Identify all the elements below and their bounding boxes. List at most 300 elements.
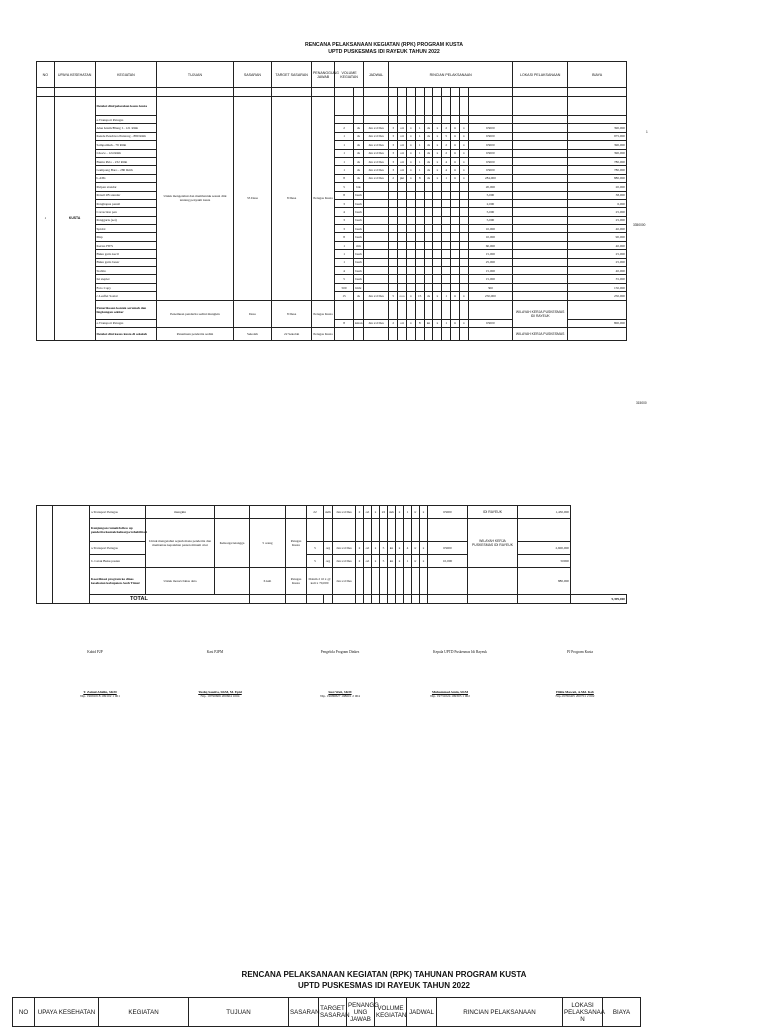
cell-rate: 250,000 (468, 292, 512, 300)
cell-volume: 5 (307, 555, 324, 568)
cell-biaya: 25,000 (568, 216, 627, 224)
cell-volume: 5 (307, 542, 324, 555)
cell-lokasi (513, 124, 568, 132)
cell-rincian: ori (398, 132, 407, 140)
cell-rincian (398, 258, 407, 266)
cell-rincian: x (406, 157, 415, 165)
cell-rincian: x (459, 157, 468, 165)
cell-empty (451, 327, 460, 340)
cell-rincian: x (420, 506, 428, 519)
cell-unit: ds (353, 157, 363, 165)
cell-rincian (459, 116, 468, 124)
cell-rincian (406, 216, 415, 224)
cell-rate: 65000 (468, 132, 512, 140)
col2-rincian: RINCIAN PELAKSANAAN (437, 998, 563, 1027)
cell-empty (356, 595, 364, 604)
cell-rincian (389, 258, 398, 266)
cell-rincian (389, 208, 398, 216)
cell-biaya: 390,000 (568, 141, 627, 149)
cell-empty (307, 595, 324, 604)
cell-rincian: 8 (415, 319, 424, 327)
cell-rincian: 1 (415, 141, 424, 149)
cell-rate: 5,000 (468, 208, 512, 216)
cell-rincian (406, 97, 415, 116)
cell-pj: Petugas Kusta (311, 300, 334, 327)
cell-empty (372, 595, 380, 604)
cell-rincian: x (433, 132, 442, 140)
cell-kegiatan: Deteksi dini/pelacakan kasus kusta (95, 97, 157, 116)
cell-rincian: tr (451, 141, 460, 149)
title2-line-2: UPTD PUSKESMAS IDI RAYEUK TAHUN 2022 (297, 981, 471, 990)
cell-empty (459, 327, 468, 340)
cell-jadwal (363, 225, 388, 233)
cell-empty (286, 595, 307, 604)
cell-jadwal: Jan s/d Des (333, 568, 356, 595)
cell-rincian: x (433, 292, 442, 300)
total-label: TOTAL (90, 595, 250, 604)
cell-biaya: 150,000 (568, 283, 627, 291)
cell-lokasi (468, 568, 518, 595)
cell-rincian: 1 (404, 506, 412, 519)
cell-empty (424, 327, 433, 340)
cell-rincian (415, 275, 424, 283)
cell-kegiatan: Pulpen standar (95, 183, 157, 191)
cell-empty (356, 519, 364, 542)
cell-empty (406, 327, 415, 340)
cell-rate: 65000 (468, 319, 512, 327)
cell-rincian: x (372, 542, 380, 555)
cell-rincian: ds (424, 292, 433, 300)
document-title (0, 42, 768, 56)
cell-rincian (406, 208, 415, 216)
cell-biaya: 40,000 (568, 225, 627, 233)
cell-jadwal: Jan s/d Des (363, 166, 388, 174)
cell-pj: Petugas Kusta (311, 97, 334, 301)
cell-rincian (398, 241, 407, 249)
cell-rincian: ori (398, 141, 407, 149)
cell-rincian (451, 267, 460, 275)
title2-line-1: RENCANA PELAKSANAAN KEGIATAN (RPK) TAHUNAN PROGRAM KUSTA (241, 970, 527, 979)
cell-rincian: 1 (442, 292, 451, 300)
cell-tujuan: Untuk mengetahui dan membentuk sesuai dini tentang penyakit kusta (157, 97, 233, 301)
cell-empty (324, 519, 333, 542)
cell-unit (353, 116, 363, 124)
cell-rincian: 3 (389, 124, 398, 132)
cell-target: 5 orang (250, 519, 286, 568)
cell-rincian (451, 208, 460, 216)
cell-rate: 10,000 (468, 225, 512, 233)
cell-rincian (433, 241, 442, 249)
cell-rincian: tr (451, 166, 460, 174)
cell-empty (372, 568, 380, 595)
cell-empty (333, 519, 356, 542)
cell-volume: 5 (335, 183, 354, 191)
cell-rincian (433, 208, 442, 216)
cell-rincian: ooo (398, 292, 407, 300)
cell-lokasi (513, 241, 568, 249)
cell-unit: org (324, 555, 333, 568)
cell-rate: 15,000 (468, 267, 512, 275)
cell-lokasi (513, 267, 568, 275)
cell-biaya: 25,000 (568, 258, 627, 266)
cell-rincian (459, 258, 468, 266)
cell-lokasi (513, 132, 568, 140)
cell-rincian (406, 116, 415, 124)
cell-rincian: ori (364, 506, 372, 519)
cell-jadwal (363, 116, 388, 124)
cell-kegiatan: Map (95, 233, 157, 241)
table-row (37, 519, 627, 542)
cell-rincian: x (433, 124, 442, 132)
col2-pj: PENANGG UNG JAWAB (347, 998, 375, 1027)
cell-rincian (442, 258, 451, 266)
cell-tujuan: Untuk mengetahui sejauh mana penderita dan memantau kepatuhan pasien minum obat (146, 519, 215, 568)
cell-rincian (398, 183, 407, 191)
cell-rincian: 4 (442, 157, 451, 165)
cell-rincian: x (459, 149, 468, 157)
cell-rate: 5,000 (468, 191, 512, 199)
cell-rincian (389, 233, 398, 241)
cell-kegiatan: Stabilo (95, 267, 157, 275)
cell-kegiatan: a.Transport Petugas (95, 319, 157, 327)
cell-rincian (406, 199, 415, 207)
cell-empty (398, 327, 407, 340)
cell-rate: 25,000 (468, 258, 512, 266)
cell-empty (380, 595, 388, 604)
cell-rincian (389, 97, 398, 116)
cell-empty (356, 568, 364, 595)
col-target: TARGET SASARAN (272, 62, 312, 88)
cell-rate: 65000 (468, 157, 512, 165)
cell-rincian (451, 250, 460, 258)
cell-lokasi (513, 149, 568, 157)
cell-empty (396, 519, 404, 542)
cell-kegiatan: Foto Copy (95, 283, 157, 291)
cell-rincian: 4 (442, 166, 451, 174)
cell-rincian: x (420, 542, 428, 555)
cell-rincian (459, 216, 468, 224)
cell-rate: 65000 (468, 141, 512, 149)
cell-rincian (415, 216, 424, 224)
cell-rincian: x (459, 174, 468, 182)
sig-name-1: T. Zainul Abidin, SKM (83, 690, 117, 694)
cell-rincian (398, 267, 407, 275)
cell-rincian (433, 116, 442, 124)
cell-rincian (433, 191, 442, 199)
cell-rincian: 5 (442, 132, 451, 140)
cell-rincian (398, 97, 407, 116)
cell-volume: 4 (335, 208, 354, 216)
cell-biaya: 975,000 (568, 132, 627, 140)
cell-empty (428, 595, 468, 604)
cell-volume: 1 (335, 258, 354, 266)
cell-rincian: 1 (442, 319, 451, 327)
cell-unit: buah (353, 216, 363, 224)
cell-unit: ds (353, 149, 363, 157)
cell-biaya (568, 97, 627, 116)
cell-rincian (451, 241, 460, 249)
cell-rincian (389, 241, 398, 249)
cell-empty (388, 595, 396, 604)
cell-rincian (459, 191, 468, 199)
title-line-1: RENCANA PELAKSANAAN KEGIATAN (RPK) PROGRAM KUSTA (304, 42, 464, 48)
signature-4 (395, 690, 505, 698)
cell-unit: rim (353, 241, 363, 249)
cell-jadwal: Jan s/d Des (363, 174, 388, 182)
cell-biaya (568, 300, 627, 319)
cell-empty (468, 327, 512, 340)
cell-rincian (424, 199, 433, 207)
cell-rincian (442, 208, 451, 216)
cell-biaya: 1,430,000 (518, 506, 571, 519)
cell-empty (442, 300, 451, 319)
cell-rincian: ori (398, 149, 407, 157)
cell-empty (398, 300, 407, 319)
cell-pj: Petugas Kusta (286, 568, 307, 595)
cell-empty (404, 595, 412, 604)
cell-lokasi (513, 292, 568, 300)
cell-no (37, 506, 53, 604)
cell-biaya: 390,000 (568, 149, 627, 157)
cell-rincian: ori (364, 555, 372, 568)
cell-volume: 1 (335, 250, 354, 258)
table-row (37, 327, 627, 340)
cell-kegiatan: Isi stepler (95, 275, 157, 283)
col2-jadwal: JADWAL (407, 998, 437, 1027)
cell-empty (404, 568, 412, 595)
cell-rincian: 5 (380, 542, 388, 555)
cell-rincian: 8 (415, 174, 424, 182)
cell-empty (428, 568, 468, 595)
cell-rincian (406, 183, 415, 191)
cell-rate: 65000 (428, 542, 468, 555)
cell-rincian: x (372, 506, 380, 519)
cell-rincian: x (396, 555, 404, 568)
cell-rincian: 1 (415, 132, 424, 140)
cell-jadwal: Jan s/d Des (363, 141, 388, 149)
cell-unit: buah (353, 199, 363, 207)
sig-role-5: PJ Program Kusta (567, 650, 593, 654)
cell-rate: 65000 (468, 124, 512, 132)
cell-jadwal (363, 258, 388, 266)
cell-kegiatan: Pensil 2B standar (95, 191, 157, 199)
rpk-table-page2-header (12, 997, 641, 1027)
cell-lokasi (513, 191, 568, 199)
cell-empty (215, 506, 250, 519)
cell-volume: 1 (335, 149, 354, 157)
cell-rincian: tr (412, 506, 420, 519)
cell-lokasi (513, 225, 568, 233)
cell-biaya (568, 327, 627, 340)
cell-biaya: 880,000 (518, 568, 571, 595)
cell-rincian: x (372, 555, 380, 568)
cell-empty (412, 595, 420, 604)
cell-rincian (424, 241, 433, 249)
cell-empty (412, 568, 420, 595)
cell-rincian (442, 225, 451, 233)
cell-empty (335, 327, 354, 340)
cell-biaya: 780,000 (568, 157, 627, 165)
cell-empty (286, 506, 307, 519)
cell-rincian (451, 283, 460, 291)
cell-volume: 22 (307, 506, 324, 519)
cell-rincian (424, 258, 433, 266)
cell-rincian (398, 275, 407, 283)
cell-lokasi (513, 141, 568, 149)
cell-empty (364, 519, 372, 542)
cell-tujuan: Untuk monev/lahas data (146, 568, 215, 595)
table-row (37, 542, 627, 555)
cell-rincian: x (433, 157, 442, 165)
cell-rincian (415, 97, 424, 116)
cell-biaya: 35,000 (568, 275, 627, 283)
cell-rincian: 5 (389, 292, 398, 300)
cell-rincian (406, 283, 415, 291)
table-row (37, 300, 627, 319)
sig-role-4: Kepala UPTD Puskesmas Idi Rayeuk (433, 650, 487, 654)
cell-rincian (442, 97, 451, 116)
cell-rincian: tr (451, 157, 460, 165)
cell-volume: 8 (335, 191, 354, 199)
cell-rincian (424, 97, 433, 116)
cell-rincian (415, 191, 424, 199)
cell-biaya: 6,000 (568, 199, 627, 207)
cell-rincian: x (433, 166, 442, 174)
cell-biaya: 2,600,000 (518, 542, 571, 555)
cell-lokasi (513, 258, 568, 266)
cell-rate: 10,000 (428, 555, 468, 568)
cell-rincian (415, 233, 424, 241)
cell-rincian: tr (451, 292, 460, 300)
cell-rincian: 2 (442, 149, 451, 157)
cell-rincian (424, 233, 433, 241)
cell-empty (433, 327, 442, 340)
cell-biaya: 40,000 (568, 241, 627, 249)
cell-empty (396, 595, 404, 604)
cell-kegiatan: Spidol (95, 225, 157, 233)
cell-unit: buah (353, 258, 363, 266)
cell-rincian (442, 191, 451, 199)
cell-tujuan: mungkin (146, 506, 215, 519)
sig-role-3: Pengelola Program Dinkes (320, 650, 360, 654)
cell-rincian (451, 191, 460, 199)
cell-empty (388, 519, 396, 542)
cell-jadwal (363, 241, 388, 249)
cell-rincian: 1 (404, 555, 412, 568)
col-pj: PENANGGUNG JAWAB (311, 62, 334, 88)
cell-biaya: 50000 (518, 555, 571, 568)
header-row (37, 62, 627, 88)
cell-empty (363, 300, 388, 319)
cell-rincian (398, 208, 407, 216)
cell-rincian: x (459, 319, 468, 327)
cell-volume: 1 (335, 157, 354, 165)
cell-lokasi: IDI RAYEUK (468, 506, 518, 519)
cell-rincian: 3 (389, 166, 398, 174)
header-row-2 (13, 998, 641, 1027)
cell-rincian (406, 241, 415, 249)
cell-kegiatan: Kunjungan rumah/follow up penderita/kontak/keluarga/rehabilitasi (90, 519, 146, 542)
cell-lokasi (513, 250, 568, 258)
cell-empty (459, 300, 468, 319)
cell-rincian: x (396, 506, 404, 519)
cell-rincian (424, 225, 433, 233)
cell-rincian (451, 275, 460, 283)
cell-rate: 65000 (468, 149, 512, 157)
cell-jadwal: Jan s/d Des (333, 542, 356, 555)
cell-rincian (389, 191, 398, 199)
cell-lokasi: WILAYAH KERJA PUSKESMAS IDI RAYEUK (468, 519, 518, 568)
cell-rincian (433, 275, 442, 283)
cell-unit: ds (353, 174, 363, 182)
cell-rincian (451, 225, 460, 233)
cell-kegiatan: Correction pen (95, 208, 157, 216)
cell-rincian (442, 116, 451, 124)
cell-rincian: 2 (389, 174, 398, 182)
cell-rincian (459, 183, 468, 191)
cell-rincian (424, 216, 433, 224)
cell-jadwal: Jan s/d Des (363, 157, 388, 165)
cell-biaya: 38,000 (568, 191, 627, 199)
cell-rincian (459, 250, 468, 258)
cell-tujuan: Penemuan penderita sedini (157, 327, 233, 340)
cell-rincian (442, 250, 451, 258)
cell-rincian: ds (424, 174, 433, 182)
cell-rincian: 1 (415, 166, 424, 174)
cell-rincian (406, 275, 415, 283)
cell-kegiatan: Buku garis kecil (95, 250, 157, 258)
cell-rincian (406, 233, 415, 241)
cell-rincian: x (459, 132, 468, 140)
cell-kegiatan: Buntu Pulo - 232 Rmh (95, 157, 157, 165)
table-row (37, 555, 627, 568)
cell-rincian (442, 233, 451, 241)
cell-rincian: tr (412, 542, 420, 555)
cell-rincian (433, 97, 442, 116)
cell-empty (324, 595, 333, 604)
sig-name-4: Muhammad Amin, SKM (431, 690, 469, 694)
sig-role-2: Kasi P2PM (206, 650, 224, 654)
cell-jadwal: Jan s/d Des (363, 124, 388, 132)
col2-upaya: UPAYA KESEHATAN (35, 998, 99, 1027)
cell-rincian (415, 283, 424, 291)
cell-rincian (459, 97, 468, 116)
cell-rincian (389, 199, 398, 207)
cell-kegiatan: b. Cetak Buku pasien (90, 555, 146, 568)
cell-rincian: x (459, 292, 468, 300)
cell-rincian: x (406, 141, 415, 149)
cell-kegiatan: Penggaris (set) (95, 216, 157, 224)
cell-rate: 5,000 (468, 216, 512, 224)
cell-unit: buah (353, 267, 363, 275)
cell-empty (389, 300, 398, 319)
cell-rincian (415, 241, 424, 249)
cell-rate: 65000 (468, 166, 512, 174)
cell-lokasi (513, 208, 568, 216)
side-note-1: 1 (646, 130, 648, 134)
col2-sasaran: SASARAN (289, 998, 319, 1027)
cell-rincian: x (420, 555, 428, 568)
cell-rincian: ds (424, 132, 433, 140)
cell-no: 1 (37, 97, 55, 341)
cell-jadwal: Jan s/d Des (363, 292, 388, 300)
cell-rincian (424, 275, 433, 283)
cell-rincian (398, 233, 407, 241)
cell-empty (404, 519, 412, 542)
cell-volume: 1 (335, 241, 354, 249)
cell-target: 6 kali (250, 568, 286, 595)
cell-volume: 1 (335, 132, 354, 140)
